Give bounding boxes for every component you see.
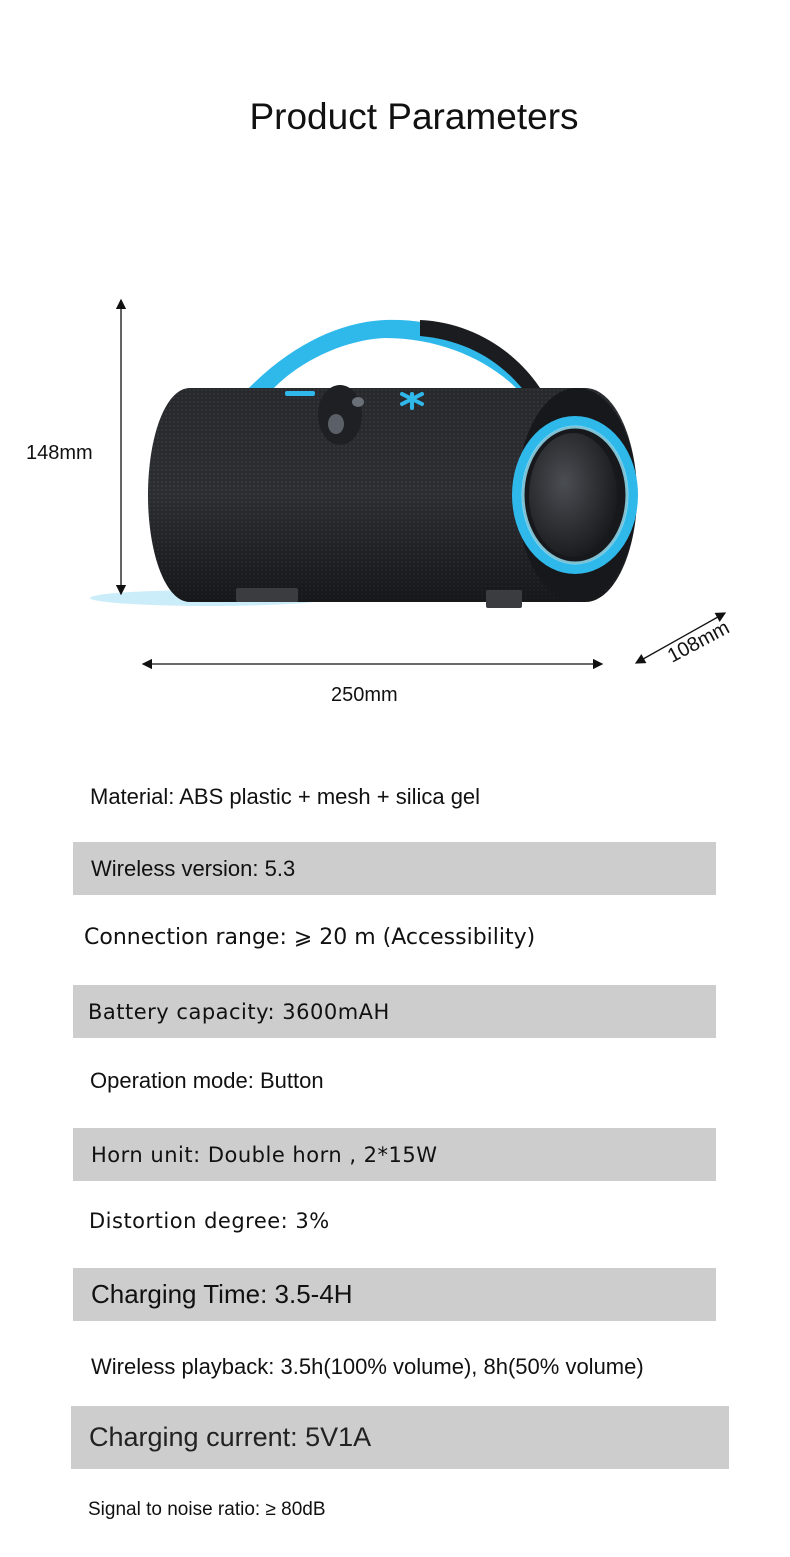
spec-wireless-playback: Wireless playback: 3.5h(100% volume), 8h(50% volume) (91, 1354, 644, 1379)
spec-row-charging-time (73, 1268, 716, 1321)
depth-dimension-label: 108mm (664, 616, 734, 668)
left-foot (236, 588, 298, 602)
height-dimension-label: 148mm (26, 442, 93, 464)
length-dimension-label: 250mm (331, 684, 398, 706)
spec-material: Material: ABS plastic + mesh + silica gel (90, 784, 481, 809)
spec-operation-mode: Operation mode: Button (90, 1068, 324, 1093)
spec-row-connection-range (73, 912, 716, 962)
end-cap (517, 388, 637, 602)
spec-row-operation-mode (73, 1056, 716, 1106)
spec-horn-unit: Horn unit: Double horn , 2*15W (91, 1142, 438, 1167)
spec-row-wireless-playback (73, 1342, 716, 1392)
right-foot (486, 590, 522, 608)
spec-distortion-degree: Distortion degree: 3% (89, 1209, 330, 1233)
spec-row-charging-current (71, 1406, 729, 1469)
spec-row-distortion-degree (73, 1196, 716, 1246)
spec-battery-capacity: Battery capacity: 3600mAH (88, 999, 390, 1024)
spec-signal-to-noise: Signal to noise ratio: ≥ 80dB (88, 1499, 326, 1520)
spec-row-material (73, 772, 716, 822)
page-title: Product Parameters (249, 96, 579, 137)
spec-row-battery-capacity (73, 985, 716, 1038)
handle (245, 320, 540, 392)
spec-row-signal-to-noise (73, 1490, 716, 1530)
spec-charging-current: Charging current: 5V1A (89, 1422, 372, 1452)
spec-row-wireless-version (73, 842, 716, 895)
spec-connection-range: Connection range: ⩾ 20 m (Accessibility) (84, 924, 536, 950)
spec-charging-time: Charging Time: 3.5-4H (91, 1279, 353, 1309)
spec-wireless-version: Wireless version: 5.3 (91, 855, 296, 881)
spec-row-horn-unit (73, 1128, 716, 1181)
